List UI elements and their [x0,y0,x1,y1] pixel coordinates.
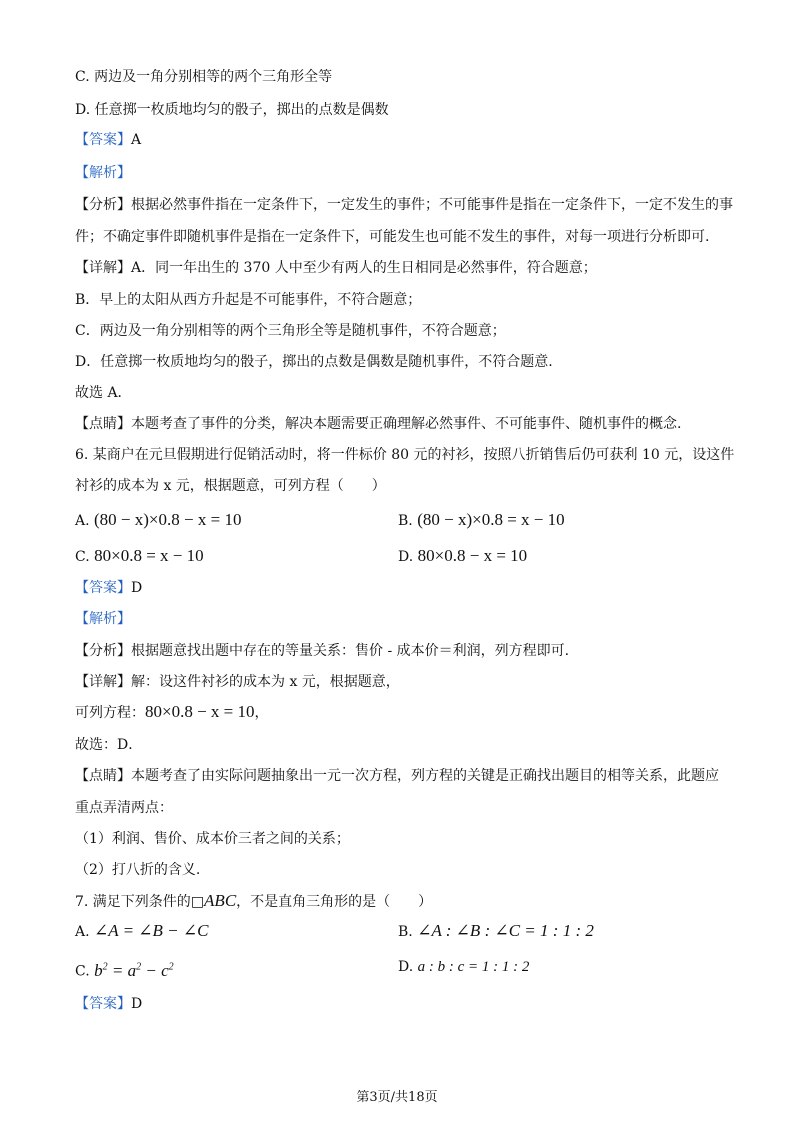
dianjing-5 [75,415,681,433]
q7-option-b [398,921,594,942]
page-footer: 第3页/共18页 [356,1090,438,1105]
fenxi-6 [75,642,569,660]
exp-3: 2 [168,961,174,972]
q6-option-a [75,510,241,531]
question-text: 7. 满足下列条件的 [75,894,191,910]
point-1: （1）利润、售价、成本价三者之间的关系； [75,831,350,847]
q6-option-d [398,546,527,567]
dianjing-tag: 【点睛】 [75,768,131,784]
option-equation [94,961,174,980]
exp-2: 2 [136,961,142,972]
question-6-line-1: 6. 某商户在元旦假期进行促销活动时，将一件标价 80 元的衬衫，按照八折销售后仍可获利 10 元，设这件 [75,447,735,463]
detail-tag: 【详解】 [75,260,131,276]
equation-6 [75,703,269,722]
answer-tag: 【答案】 [75,132,131,148]
detail-tag: 【详解】 [75,674,131,690]
option-label: D. [398,549,414,565]
dianjing-text: 本题考查了由实际问题抽象出一元一次方程，列方程的关键是正确找出题目的相等关系，此题应 [131,768,719,784]
detail-5-line-d: D．任意掷一枚质地均匀的骰子，掷出的点数是偶数是随机事件，不符合题意. [75,354,553,370]
answer-6 [75,579,142,597]
answer-tag: 【答案】 [75,996,131,1012]
option-equation: 80×0.8 = x − 10 [94,546,204,565]
answer-value: D [131,580,143,596]
point-2: （2）打八折的含义. [75,862,201,878]
fenxi-text: 根据题意找出题中存在的等量关系：售价 - 成本价＝利润，列方程即可. [131,643,570,659]
d-previous-option: D. 任意掷一枚质地均匀的骰子，掷出的点数是偶数 [75,102,389,118]
option-label: B. [398,924,413,940]
fenxi-5-line-2: 件；不确定事件即随机事件是指在一定条件下，可能发生也可能不发生的事件，对每一项进行分析即可. [75,229,710,245]
triangle-box-symbol: □ [190,894,205,910]
detail-text: 解：设这件衬衫的成本为 x 元，根据题意， [131,674,400,690]
detail-text: A．同一年出生的 370 人中至少有两人的生日相同是必然事件，符合题意； [131,260,597,276]
option-equation: ∠A : ∠B : ∠C = 1 : 1 : 2 [417,921,594,940]
equation-suffix: ， [254,705,269,721]
dianjing-6-line-1 [75,767,719,785]
fenxi-tag: 【分析】 [75,197,131,213]
option-label: C. [75,549,90,565]
option-label: A. [75,513,90,529]
eq-b: b [94,960,103,980]
choice-6: 故选：D． [75,737,143,753]
analysis-tag-6: 【解析】 [75,611,131,627]
detail-5-line-b: B．早上的太阳从西方升起是不可能事件，不符合题意； [75,292,422,308]
fenxi-text: 根据必然事件指在一定条件下，一定发生的事件；不可能事件是指在一定条件下，一定不发生的事 [131,197,733,213]
option-equation: (80 − x)×0.8 = x − 10 [417,510,565,529]
analysis-tag-5: 【解析】 [75,165,131,181]
option-equation: 80×0.8 − x = 10 [417,546,528,565]
option-label: C. [75,963,90,980]
option-equation: a : b : c = 1 : 1 : 2 [417,959,530,975]
c-previous-option: C. 两边及一角分别相等的两个三角形全等 [75,69,333,85]
option-label: B. [398,513,413,529]
equation-prefix: 可列方程： [75,705,145,721]
q6-option-b [398,510,565,531]
option-label: D. [398,959,414,975]
q6-option-c [75,546,204,567]
answer-7 [75,995,142,1013]
answer-tag: 【答案】 [75,580,131,596]
answer-5 [75,131,141,149]
fenxi-tag: 【分析】 [75,643,131,659]
option-equation: ∠A = ∠B − ∠C [94,921,209,940]
fenxi-5-line-1 [75,196,733,214]
question-6-line-2: 衬衫的成本为 x 元，根据题意，可列方程（ ） [75,478,386,494]
eq-c: − c [141,960,169,980]
question-7 [75,892,432,911]
detail-5-line-c: C．两边及一角分别相等的两个三角形全等是随机事件，不符合题意； [75,323,506,339]
equation: 80×0.8 − x = 10 [145,702,255,721]
option-equation: (80 − x)×0.8 − x = 10 [94,510,242,529]
question-suffix: ，不是直角三角形的是（ ） [236,894,433,910]
answer-value: D [131,996,143,1012]
q7-option-a [75,921,209,942]
dianjing-text: 本题考查了事件的分类，解决本题需要正确理解必然事件、不可能事件、随机事件的概念. [131,416,682,432]
dianjing-tag: 【点睛】 [75,416,131,432]
q7-option-c [75,957,174,982]
answer-value: A [131,132,142,148]
eq-a: = a [107,960,137,980]
choice-5: 故选 A． [75,385,132,401]
triangle-name: ABC [204,891,237,910]
detail-6 [75,673,400,691]
dianjing-6-line-2: 重点弄清两点： [75,800,173,816]
exp-1: 2 [102,961,108,972]
q7-option-d [398,957,529,977]
option-label: A. [75,924,90,940]
detail-5-line-a [75,259,597,277]
